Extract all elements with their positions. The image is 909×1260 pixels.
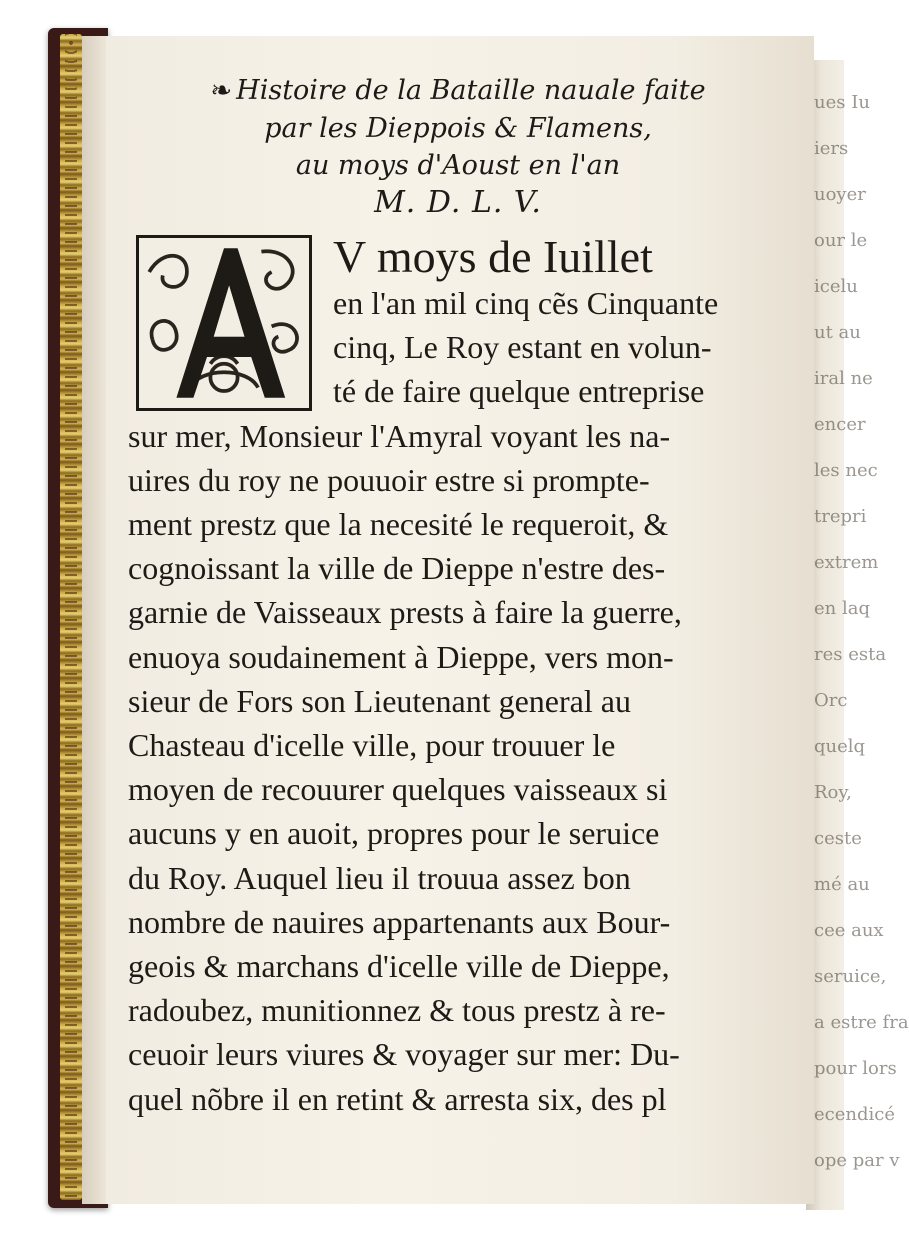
body-line: Chasteau d'icelle ville, pour trouuer le (128, 727, 616, 764)
body-line: radoubez, munitionnez & tous prestz à re- (128, 992, 666, 1029)
facing-page-line: encer (814, 414, 866, 435)
body-line: ceuoir leurs viures & voyager sur mer: Du- (128, 1036, 680, 1073)
title-line-4: M. D. L. V. (374, 185, 542, 220)
facing-page-line: iral ne (814, 368, 873, 389)
facing-page-line: extrem (814, 552, 879, 573)
facing-page-line: ut au (814, 322, 861, 343)
facing-page-line: cee aux (814, 920, 884, 941)
fleuron-icon: ❧ (210, 76, 233, 106)
facing-page-line: quelq (814, 736, 866, 757)
body-line: sieur de Fors son Lieutenant general au (128, 682, 631, 719)
body-line: quel nõbre il en retint & arresta six, des pl (128, 1080, 667, 1117)
page-title (128, 72, 788, 221)
body-line: aucuns y en auoit, propres pour le seruice (128, 815, 660, 852)
facing-page-text (814, 80, 909, 1184)
title-line-1 (128, 72, 788, 110)
decorated-initial (136, 235, 312, 411)
body-line: du Roy. Auquel lieu il trouua assez bon (128, 859, 631, 896)
title-line-2: par les Dieppois & Flamens, (264, 113, 652, 144)
body-block (128, 233, 788, 1121)
title-text-1: Histoire de la Bataille nauale faite (236, 75, 706, 106)
body-line: uires du roy ne pouuoir estre si prompte- (128, 461, 650, 498)
facing-page-line: ope par v (814, 1150, 900, 1171)
body-line: cognoissant la ville de Dieppe n'estre des- (128, 550, 666, 587)
facing-page-line: uoyer (814, 184, 866, 205)
body-line: geois & marchans d'icelle ville de Dieppe, (128, 948, 670, 985)
facing-page-line: en laq (814, 598, 870, 619)
body-line: ment prestz que la necesité le requeroit, & (128, 506, 669, 543)
facing-page-line: our le (814, 230, 868, 251)
body-line: cinq, Le Roy estant en volun- (333, 329, 712, 366)
page-content (128, 72, 788, 1121)
facing-page-line: res esta (814, 644, 887, 665)
facing-page-line: icelu (814, 276, 858, 297)
body-line: V moys de Iuillet (333, 231, 653, 282)
body-line: nombre de nauires appartenants aux Bour- (128, 903, 671, 940)
body-line: té de faire quelque entreprise (333, 373, 705, 410)
facing-page-line: ecendicé (814, 1104, 895, 1125)
gilt-page-edge (60, 34, 82, 1200)
body-line: garnie de Vaisseaux prests à faire la guerre, (128, 594, 682, 631)
facing-page-line: a estre fra (814, 1012, 909, 1033)
facing-page-line: iers (814, 138, 849, 159)
facing-page-line: Orc (814, 690, 848, 711)
facing-page-line: ues Iu (814, 92, 870, 113)
facing-page-line: trepri (814, 506, 867, 527)
facing-page-line: pour lors (814, 1058, 897, 1079)
body-line: moyen de recouurer quelques vaisseaux si (128, 771, 668, 808)
facing-page-line: mé au (814, 874, 870, 895)
facing-page-line: seruice, (814, 966, 887, 987)
facing-page-line: Roy, (814, 782, 852, 803)
ornament-initial-icon (139, 238, 309, 408)
body-line: en l'an mil cinq cẽs Cinquante (333, 285, 719, 321)
facing-page-line: ceste (814, 828, 862, 849)
facing-page-line: les nec (814, 460, 878, 481)
title-line-3: au moys d'Aoust en l'an (295, 150, 621, 181)
body-line: sur mer, Monsieur l'Amyral voyant les na- (128, 417, 671, 454)
body-line: enuoya soudainement à Dieppe, vers mon- (128, 638, 674, 675)
